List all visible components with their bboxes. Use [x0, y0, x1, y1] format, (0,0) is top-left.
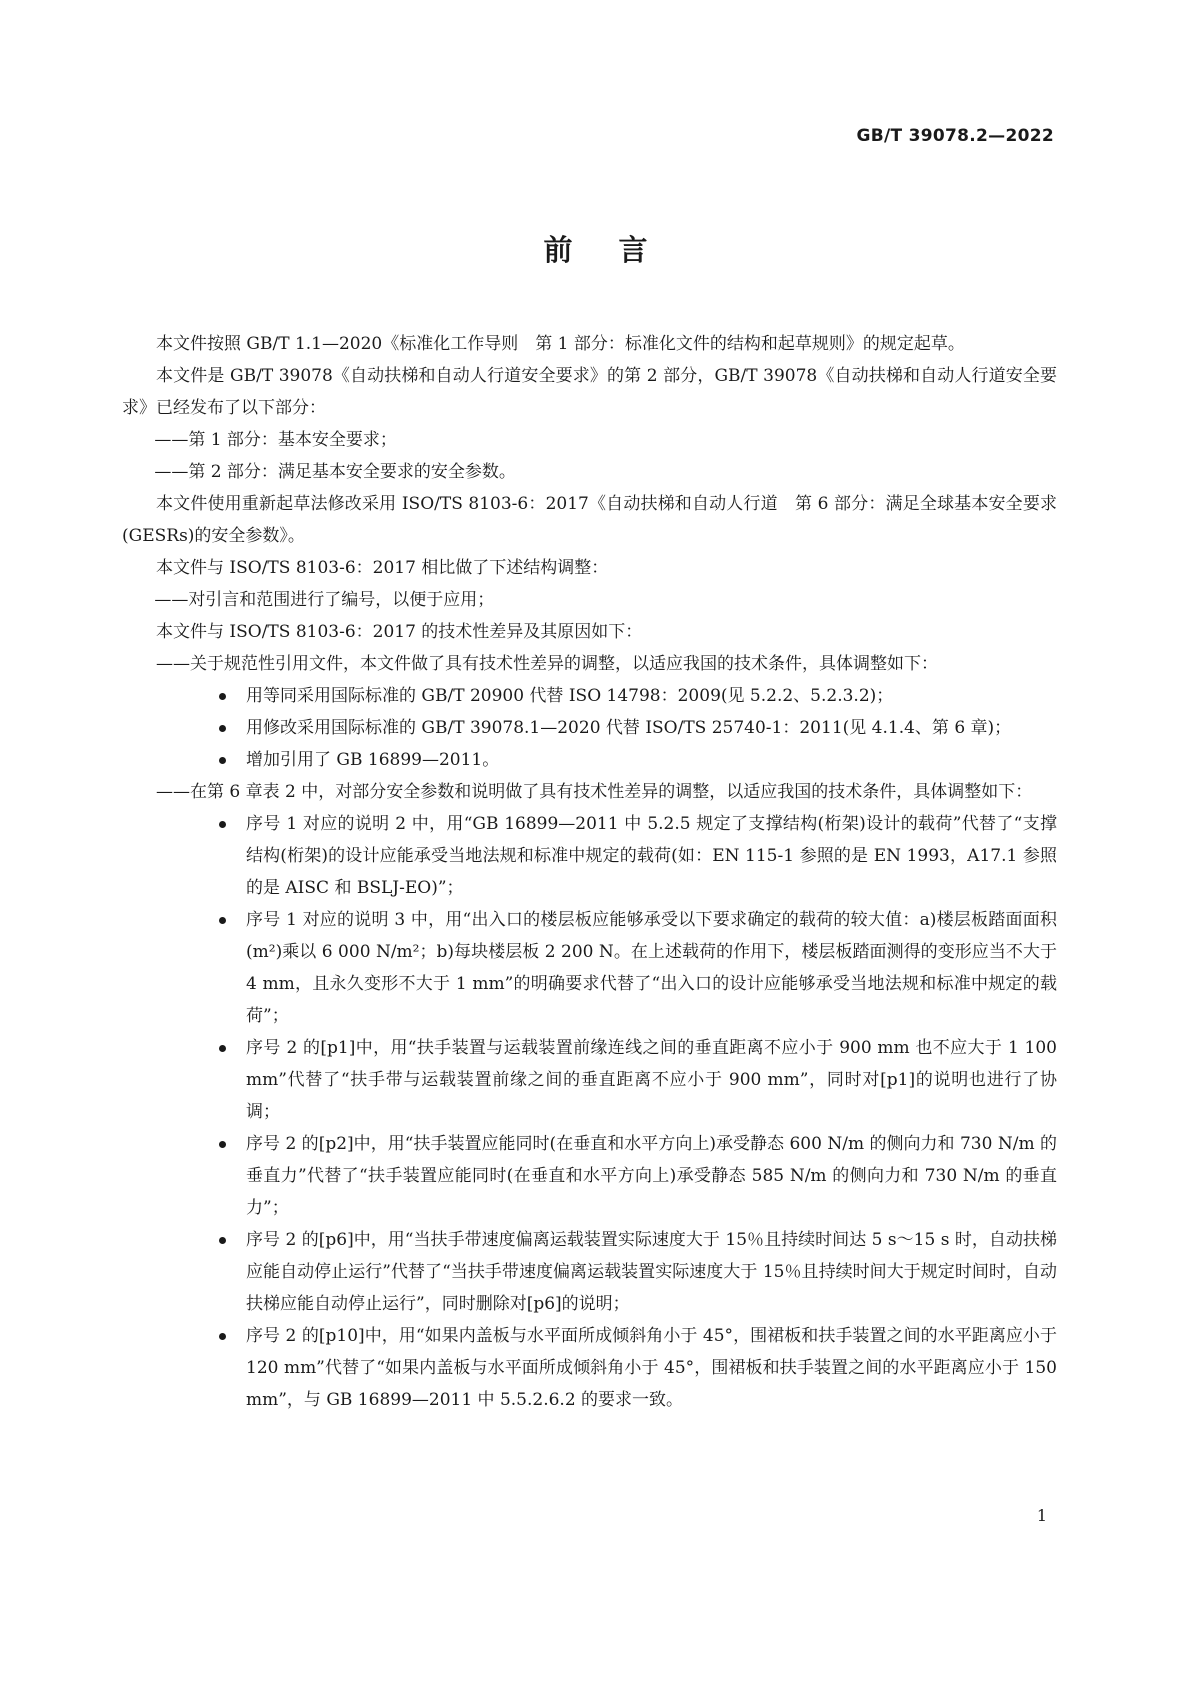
- list-item: 用修改采用国际标准的 GB/T 39078.1—2020 代替 ISO/TS 25740-1：2011(见 4.1.4、第 6 章)；: [122, 712, 1057, 744]
- list-item: 序号 2 的[p2]中，用“扶手装置应能同时(在垂直和水平方向上)承受静态 600 N/m 的侧向力和 730 N/m 的垂直力”代替了“扶手装置应能同时(在垂直和水平方向上)承受静态 585 N/m 的侧向力和 730 N/m 的垂直力”；: [122, 1128, 1057, 1224]
- list-item: 用等同采用国际标准的 GB/T 20900 代替 ISO 14798：2009(见 5.2.2、5.2.3.2)；: [122, 680, 1057, 712]
- bullet-icon: [219, 1141, 226, 1148]
- list-item: 序号 2 的[p6]中，用“当扶手带速度偏离运载装置实际速度大于 15％且持续时间达 5 s～15 s 时，自动扶梯应能自动停止运行”代替了“当扶手带速度偏离运载装置实际速度大于 15％且持续时间大于规定时间时，自动扶梯应能自动停止运行”，同时删除对[p6]的说明；: [122, 1224, 1057, 1320]
- bullet-icon: [219, 693, 226, 700]
- bullet-icon: [219, 1333, 226, 1340]
- list-item: 序号 2 的[p10]中，用“如果内盖板与水平面所成倾斜角小于 45°，围裙板和扶手装置之间的水平距离应小于 120 mm”代替了“如果内盖板与水平面所成倾斜角小于 45°，围裙板和扶手装置之间的水平距离应小于 150 mm”，与 GB 16899—2011 中 5.5.2.6.2 的要求一致。: [122, 1320, 1057, 1416]
- paragraph-structural-changes: 本文件与 ISO/TS 8103-6：2017 相比做了下述结构调整：: [156, 558, 609, 578]
- bullet-icon: [219, 1237, 226, 1244]
- page-number: 1: [1036, 1506, 1047, 1525]
- standard-code: GB/T 39078.2—2022: [856, 126, 1054, 146]
- bullet-list-table-2: [122, 808, 1057, 1416]
- list-item-part-1: ——第 1 部分：基本安全要求；: [154, 430, 397, 450]
- list-item-part-2: ——第 2 部分：满足基本安全要求的安全参数。: [154, 462, 516, 482]
- difference-table-2: ——在第 6 章表 2 中，对部分安全参数和说明做了具有技术性差异的调整，以适应我国的技术条件，具体调整如下：: [156, 782, 1033, 802]
- bullet-icon: [219, 821, 226, 828]
- bullet-list-references: [122, 680, 1057, 776]
- bullet-icon: [219, 1045, 226, 1052]
- bullet-icon: [219, 725, 226, 732]
- bullet-icon: [219, 757, 226, 764]
- document-body: [122, 328, 1057, 1416]
- list-item: 序号 1 对应的说明 3 中，用“出入口的楼层板应能够承受以下要求确定的载荷的较大值：a)楼层板踏面面积(m²)乘以 6 000 N/m²；b)每块楼层板 2 200 N。在上述载荷的作用下，楼层板踏面测得的变形应当不大于 4 mm，且永久变形不大于 1 mm”的明确要求代替了“出入口的设计应能够承受当地法规和标准中规定的载荷”；: [122, 904, 1057, 1032]
- list-item: 序号 1 对应的说明 2 中，用“GB 16899—2011 中 5.2.5 规定了支撑结构(桁架)设计的载荷”代替了“支撑结构(桁架)的设计应能承受当地法规和标准中规定的载荷(如：EN 115-1 参照的是 EN 1993，A17.1 参照的是 AISC 和 BSLJ-EO)”；: [122, 808, 1057, 904]
- list-item-structural-change: ——对引言和范围进行了编号，以便于应用；: [154, 590, 495, 610]
- paragraph-adoption: 本文件使用重新起草法修改采用 ISO/TS 8103-6：2017《自动扶梯和自动人行道 第 6 部分：满足全球基本安全要求(GESRs)的安全参数》。: [122, 494, 1057, 546]
- paragraph-technical-differences: 本文件与 ISO/TS 8103-6：2017 的技术性差异及其原因如下：: [156, 622, 643, 642]
- list-item: 增加引用了 GB 16899—2011。: [122, 744, 1057, 776]
- paragraph-part-info: 本文件是 GB/T 39078《自动扶梯和自动人行道安全要求》的第 2 部分，GB/T 39078《自动扶梯和自动人行道安全要求》已经发布了以下部分：: [122, 366, 1057, 418]
- list-item: 序号 2 的[p1]中，用“扶手装置与运载装置前缘连线之间的垂直距离不应小于 900 mm 也不应大于 1 100 mm”代替了“扶手带与运载装置前缘之间的垂直距离不应小于 900 mm”，同时对[p1]的说明也进行了协调；: [122, 1032, 1057, 1128]
- page-title: 前言: [543, 233, 694, 267]
- paragraph-drafting-rules: 本文件按照 GB/T 1.1—2020《标准化工作导则 第 1 部分：标准化文件的结构和起草规则》的规定起草。: [156, 334, 965, 354]
- bullet-icon: [219, 917, 226, 924]
- difference-normative-references: ——关于规范性引用文件，本文件做了具有技术性差异的调整，以适应我国的技术条件，具体调整如下：: [156, 654, 938, 674]
